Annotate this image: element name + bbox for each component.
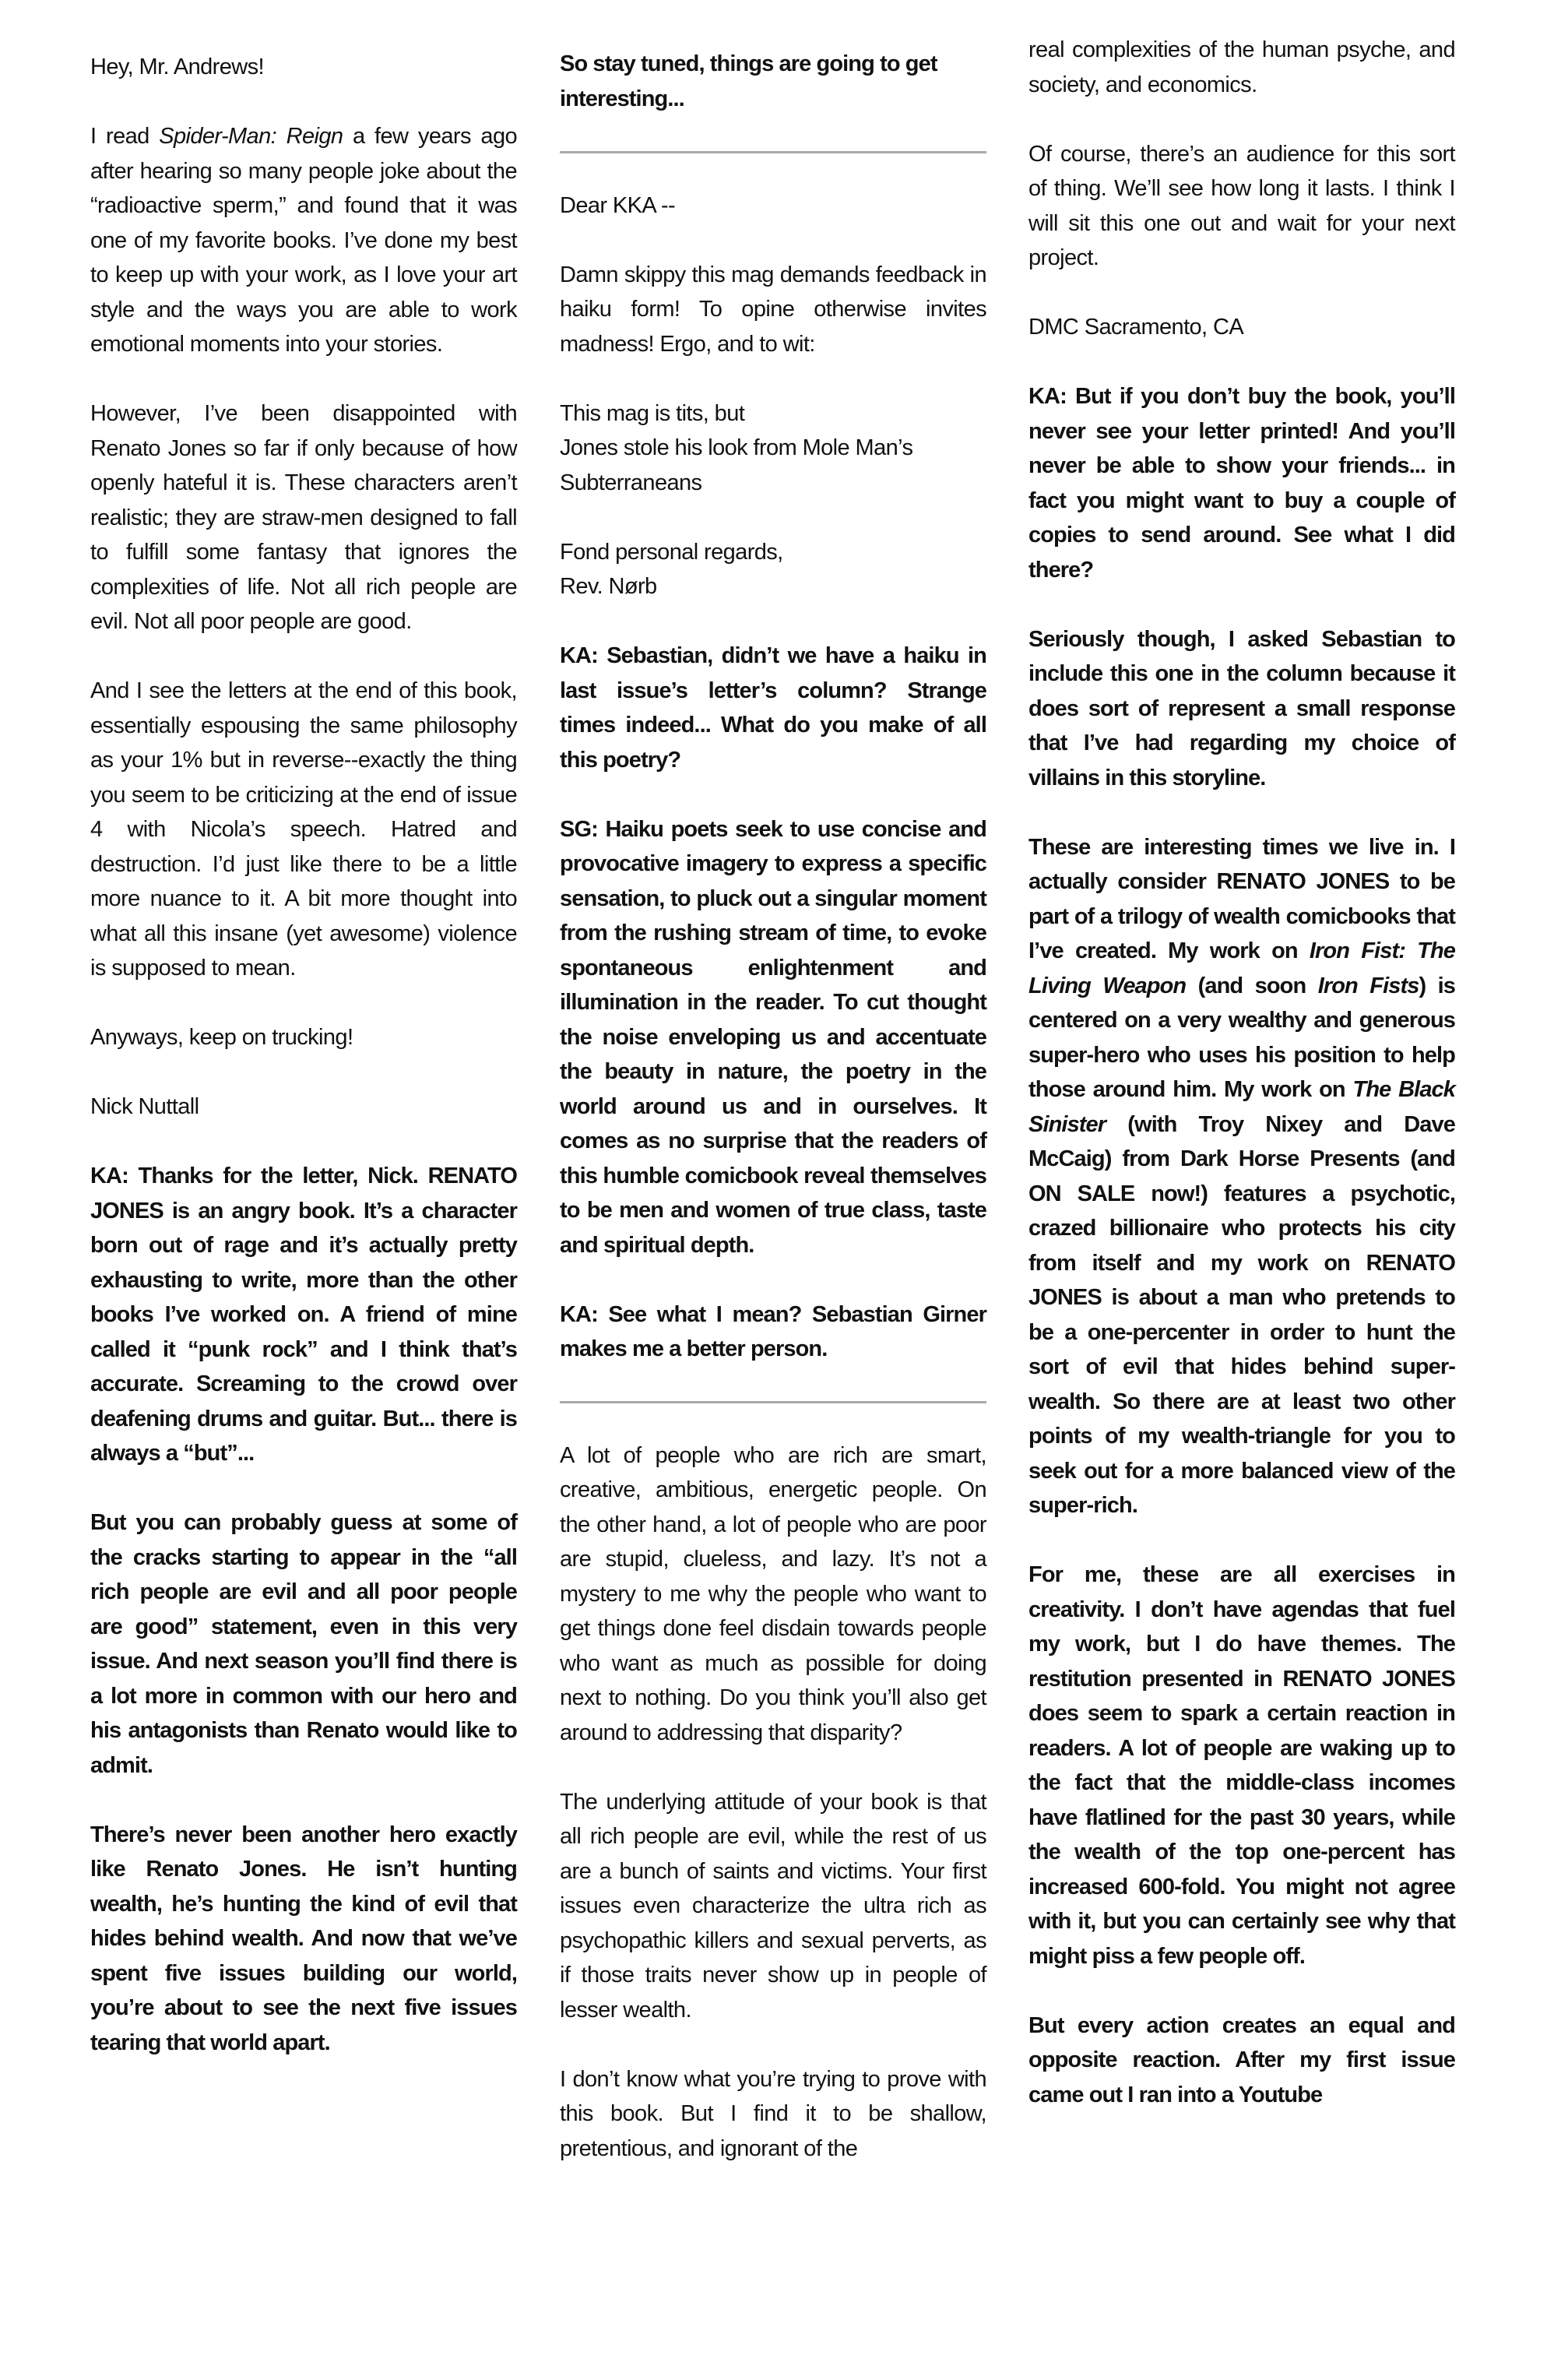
letter-paragraph: Of course, there’s an audience for this sort of thing. We’ll see how long it lasts. I think I will sit this one out and wait for your next project. [1028, 141, 1455, 270]
letter-paragraph: real complexities of the human psyche, and society, and economics. [1028, 37, 1455, 97]
book-title: Iron Fist: The Living Weapon [1028, 938, 1455, 998]
letter-paragraph: A lot of people who are rich are smart, creative, ambitious, energetic people. On the other hand, a lot of people who are poor are stupid, clueless, and lazy. It’s not a mystery to me why the people who want to get things done feel disdain towards people who want as much as possible for doing next to nothing. Do you think you’ll also get around to addressing that disparity? [560, 1442, 986, 1745]
letter-paragraph [90, 119, 517, 362]
haiku-line: Jones stole his look from Mole Man’s [560, 435, 913, 460]
haiku-line: Subterraneans [560, 470, 702, 495]
letter-closing: Fond personal regards, [560, 539, 783, 565]
text-span: These are interesting times we live in. I actually consider RENATO JONES to be part of a trilogy of wealth comicbooks that I’ve created. My work on [1028, 834, 1455, 963]
letter-greeting: Hey, Mr. Andrews! [90, 55, 264, 79]
book-title: The Black Sinister [1028, 1077, 1456, 1137]
section-divider [560, 1401, 986, 1403]
editor-reply: But every action creates an equal and opposite reaction. After my first issue came out I ran into a Youtube [1028, 2012, 1455, 2107]
editor-reply: KA: See what I mean? Sebastian Girner makes me a better person. [560, 1301, 986, 1361]
letter-signoff: Anyways, keep on trucking! [90, 1025, 353, 1050]
editor-reply: Seriously though, I asked Sebastian to include this one in the column because it does sort of represent a small response that I’ve had regarding my choice of villains in this storyline. [1028, 626, 1455, 790]
editor-reply: KA: But if you don’t buy the book, you’ll never see your letter printed! And you’ll never be able to show your friends... in fact you might want to buy a couple of copies to send around. See what I did there? [1028, 384, 1455, 583]
text-span: (and soon [1186, 973, 1318, 998]
text-span: a few years ago after hearing so many people joke about the “radioactive sperm,” and found that it was one of my favorite books. I’ve done my best to keep up with your work, as I love your art style and the ways you are able to work emotional moments into your stories. [90, 124, 518, 357]
editor-reply: For me, these are all exercises in creativity. I don’t have agendas that fuel my work, but I do have themes. The restitution presented in RENATO JONES does seem to spark a certain reaction in readers. A lot of people are waking up to the fact that the middle-class incomes have flatlined for the past 30 years, while the wealth of the top one-percent has increased 600-fold. You might not agree with it, but you can certainly see why that might piss a few people off. [1028, 1562, 1455, 1969]
column-left [90, 50, 517, 2095]
letter-paragraph: And I see the letters at the end of this book, essentially espousing the same philosophy as your 1% but in reverse--exactly the thing you seem to be criticizing at the end of issue 4 with Nicola’s speech. Hatred and destruction. I’d just like there to be a little more nuance to it. A bit more thought into what all this insane (yet awesome) violence is supposed to mean. [90, 678, 517, 981]
editor-reply [1028, 830, 1455, 1523]
book-title: Spider-Man: Reign [159, 124, 343, 149]
letter-signature: DMC Sacramento, CA [1028, 315, 1244, 340]
book-title: Iron Fists [1317, 973, 1419, 998]
letter-paragraph: I don’t know what you’re trying to prove with this book. But I find it to be shallow, pretentious, and ignorant of the [560, 2066, 986, 2161]
text-span: (with Troy Nixey and Dave McCaig) from Dark Horse Presents (and ON SALE now!) features a psychotic, crazed billionaire who protects his city from itself and my work on RENATO JONES is about a man who pretends to be a one-percenter in order to hunt the sort of evil that hides behind super-wealth. So there are at least two other points of my wealth-triangle for you to seek out for a more balanced view of the super-rich. [1028, 1111, 1455, 1518]
letter-signature: Rev. Nørb [560, 574, 657, 599]
teaser-text: So stay tuned, things are going to get interesting... [560, 51, 937, 111]
text-span: ) is centered on a very wealthy and generous super-hero who uses his position to help those around him. My work on [1028, 973, 1455, 1102]
column-right [1028, 37, 1456, 2112]
editor-reply: SG: Haiku poets seek to use concise and provocative imagery to express a specific sensation, to pluck out a singular moment from the rushing stream of time, to evoke spontaneous enlightenment and illumination in the reader. To cut thought the noise enveloping us and accentuate the beauty in nature, the poetry in the world around us and in ourselves. It comes as no surprise that the readers of this humble comicbook reveal themselves to be men and women of true class, taste and spiritual depth. [560, 816, 986, 1258]
editor-reply: There’s never been another hero exactly like Renato Jones. He isn’t hunting wealth, he’s hunting the kind of evil that hides behind wealth. And now that we’ve spent five issues building our world, you’re about to see the next five issues tearing that world apart. [90, 1822, 517, 2055]
letter-paragraph: However, I’ve been disappointed with Renato Jones so far if only because of how openly hateful it is. These characters aren’t realistic; they are straw-men designed to fall to fulfill some fantasy that ignores the complexities of life. Not all rich people are evil. Not all poor people are good. [90, 401, 517, 634]
haiku-line: This mag is tits, but [560, 400, 745, 426]
letter-paragraph: The underlying attitude of your book is that all rich people are evil, while the rest of us are a bunch of saints and victims. Your first issues even characterize the ultra rich as psychopathic killers and sexual perverts, as if those traits never show up in people of lesser wealth. [560, 1789, 986, 2023]
editor-reply: But you can probably guess at some of the cracks starting to appear in the “all rich people are evil and all poor people are good” statement, even in this very issue. And next season you’ll find there is a lot more in common with our hero and his antagonists than Renato would like to admit. [90, 1510, 517, 1778]
letter-paragraph: Damn skippy this mag demands feedback in haiku form! To opine otherwise invites madness! Ergo, and to wit: [560, 262, 986, 357]
editor-reply: KA: Thanks for the letter, Nick. RENATO JONES is an angry book. It’s a character born out of rage and it’s actually pretty exhausting to write, more than the other books I’ve worked on. A friend of mine called it “punk rock” and I think that’s accurate. Screaming to the crowd over deafening drums and guitar. But... there is always a “but”... [90, 1164, 517, 1466]
editor-reply: KA: Sebastian, didn’t we have a haiku in last issue’s letter’s column? Strange times indeed... What do you make of all this poetry? [560, 643, 986, 773]
text-span: I read [90, 124, 160, 149]
letter-signature: Nick Nuttall [90, 1094, 199, 1119]
section-divider [560, 151, 986, 153]
letter-salutation: Dear KKA -- [560, 192, 676, 218]
column-middle [560, 50, 986, 2166]
